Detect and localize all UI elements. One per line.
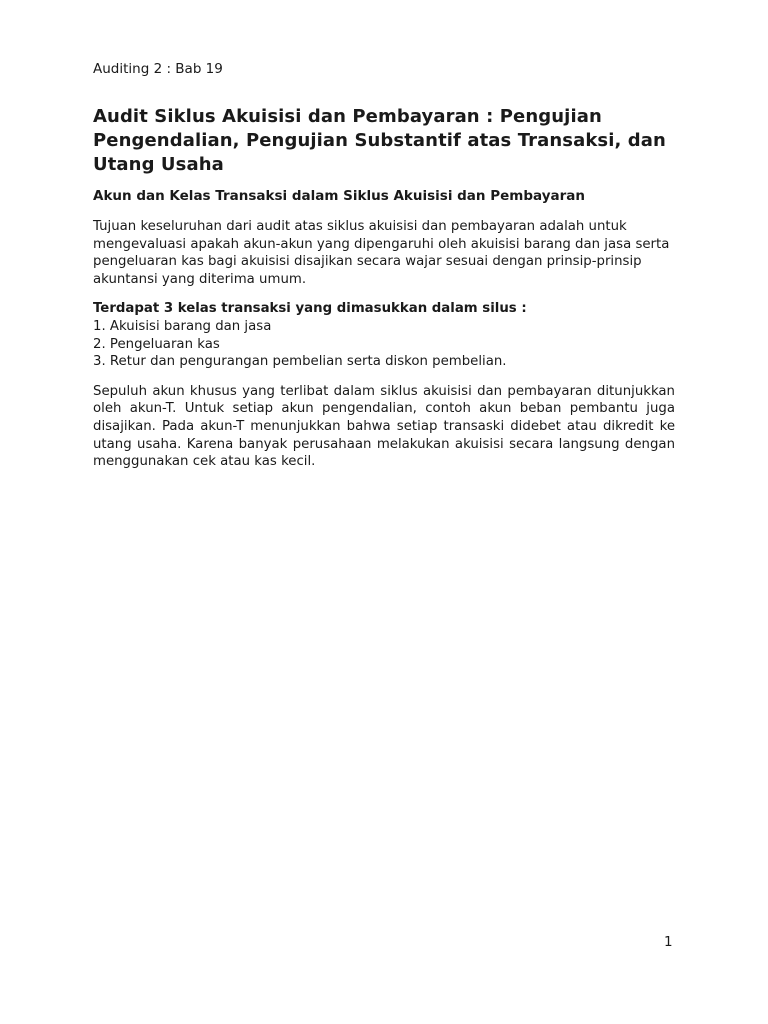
list-heading: Terdapat 3 kelas transaksi yang dimasukkan dalam silus : [93,301,527,317]
list-item: 1. Akuisisi barang dan jasa [93,318,272,334]
document-body [93,105,675,483]
transaction-class-list [93,318,675,371]
page-number: 1 [664,934,673,950]
page-header: Auditing 2 : Bab 19 [93,61,223,77]
document-title: Audit Siklus Akuisisi dan Pembayaran : Pengujian Pengendalian, Pengujian Substantif atas Transaksi, dan Utang Usaha [93,106,666,175]
section-subtitle: Akun dan Kelas Transaksi dalam Siklus Akuisisi dan Pembayaran [93,188,585,204]
list-item: 2. Pengeluaran kas [93,336,220,352]
intro-paragraph: Tujuan keseluruhan dari audit atas siklus akuisisi dan pembayaran adalah untuk mengevaluasi apakah akun-akun yang dipengaruhi oleh akuisisi barang dan jasa serta pengeluaran kas bagi akuisisi disajikan secara wajar sesuai dengan prinsip-prinsip akuntansi yang diterima umum. [93,219,670,287]
t-account-paragraph: Sepuluh akun khusus yang terlibat dalam siklus akuisisi dan pembayaran ditunjukkan oleh akun-T. Untuk setiap akun pengendalian, contoh akun beban pembantu juga disajikan. Pada akun-T menunjukkan bahwa setiap transaski didebet atau dikredit ke utang usaha. Karena banyak perusahaan melakukan akuisisi secara langsung dengan menggunakan cek atau kas kecil. [93,383,675,470]
list-item: 3. Retur dan pengurangan pembelian serta diskon pembelian. [93,354,507,370]
